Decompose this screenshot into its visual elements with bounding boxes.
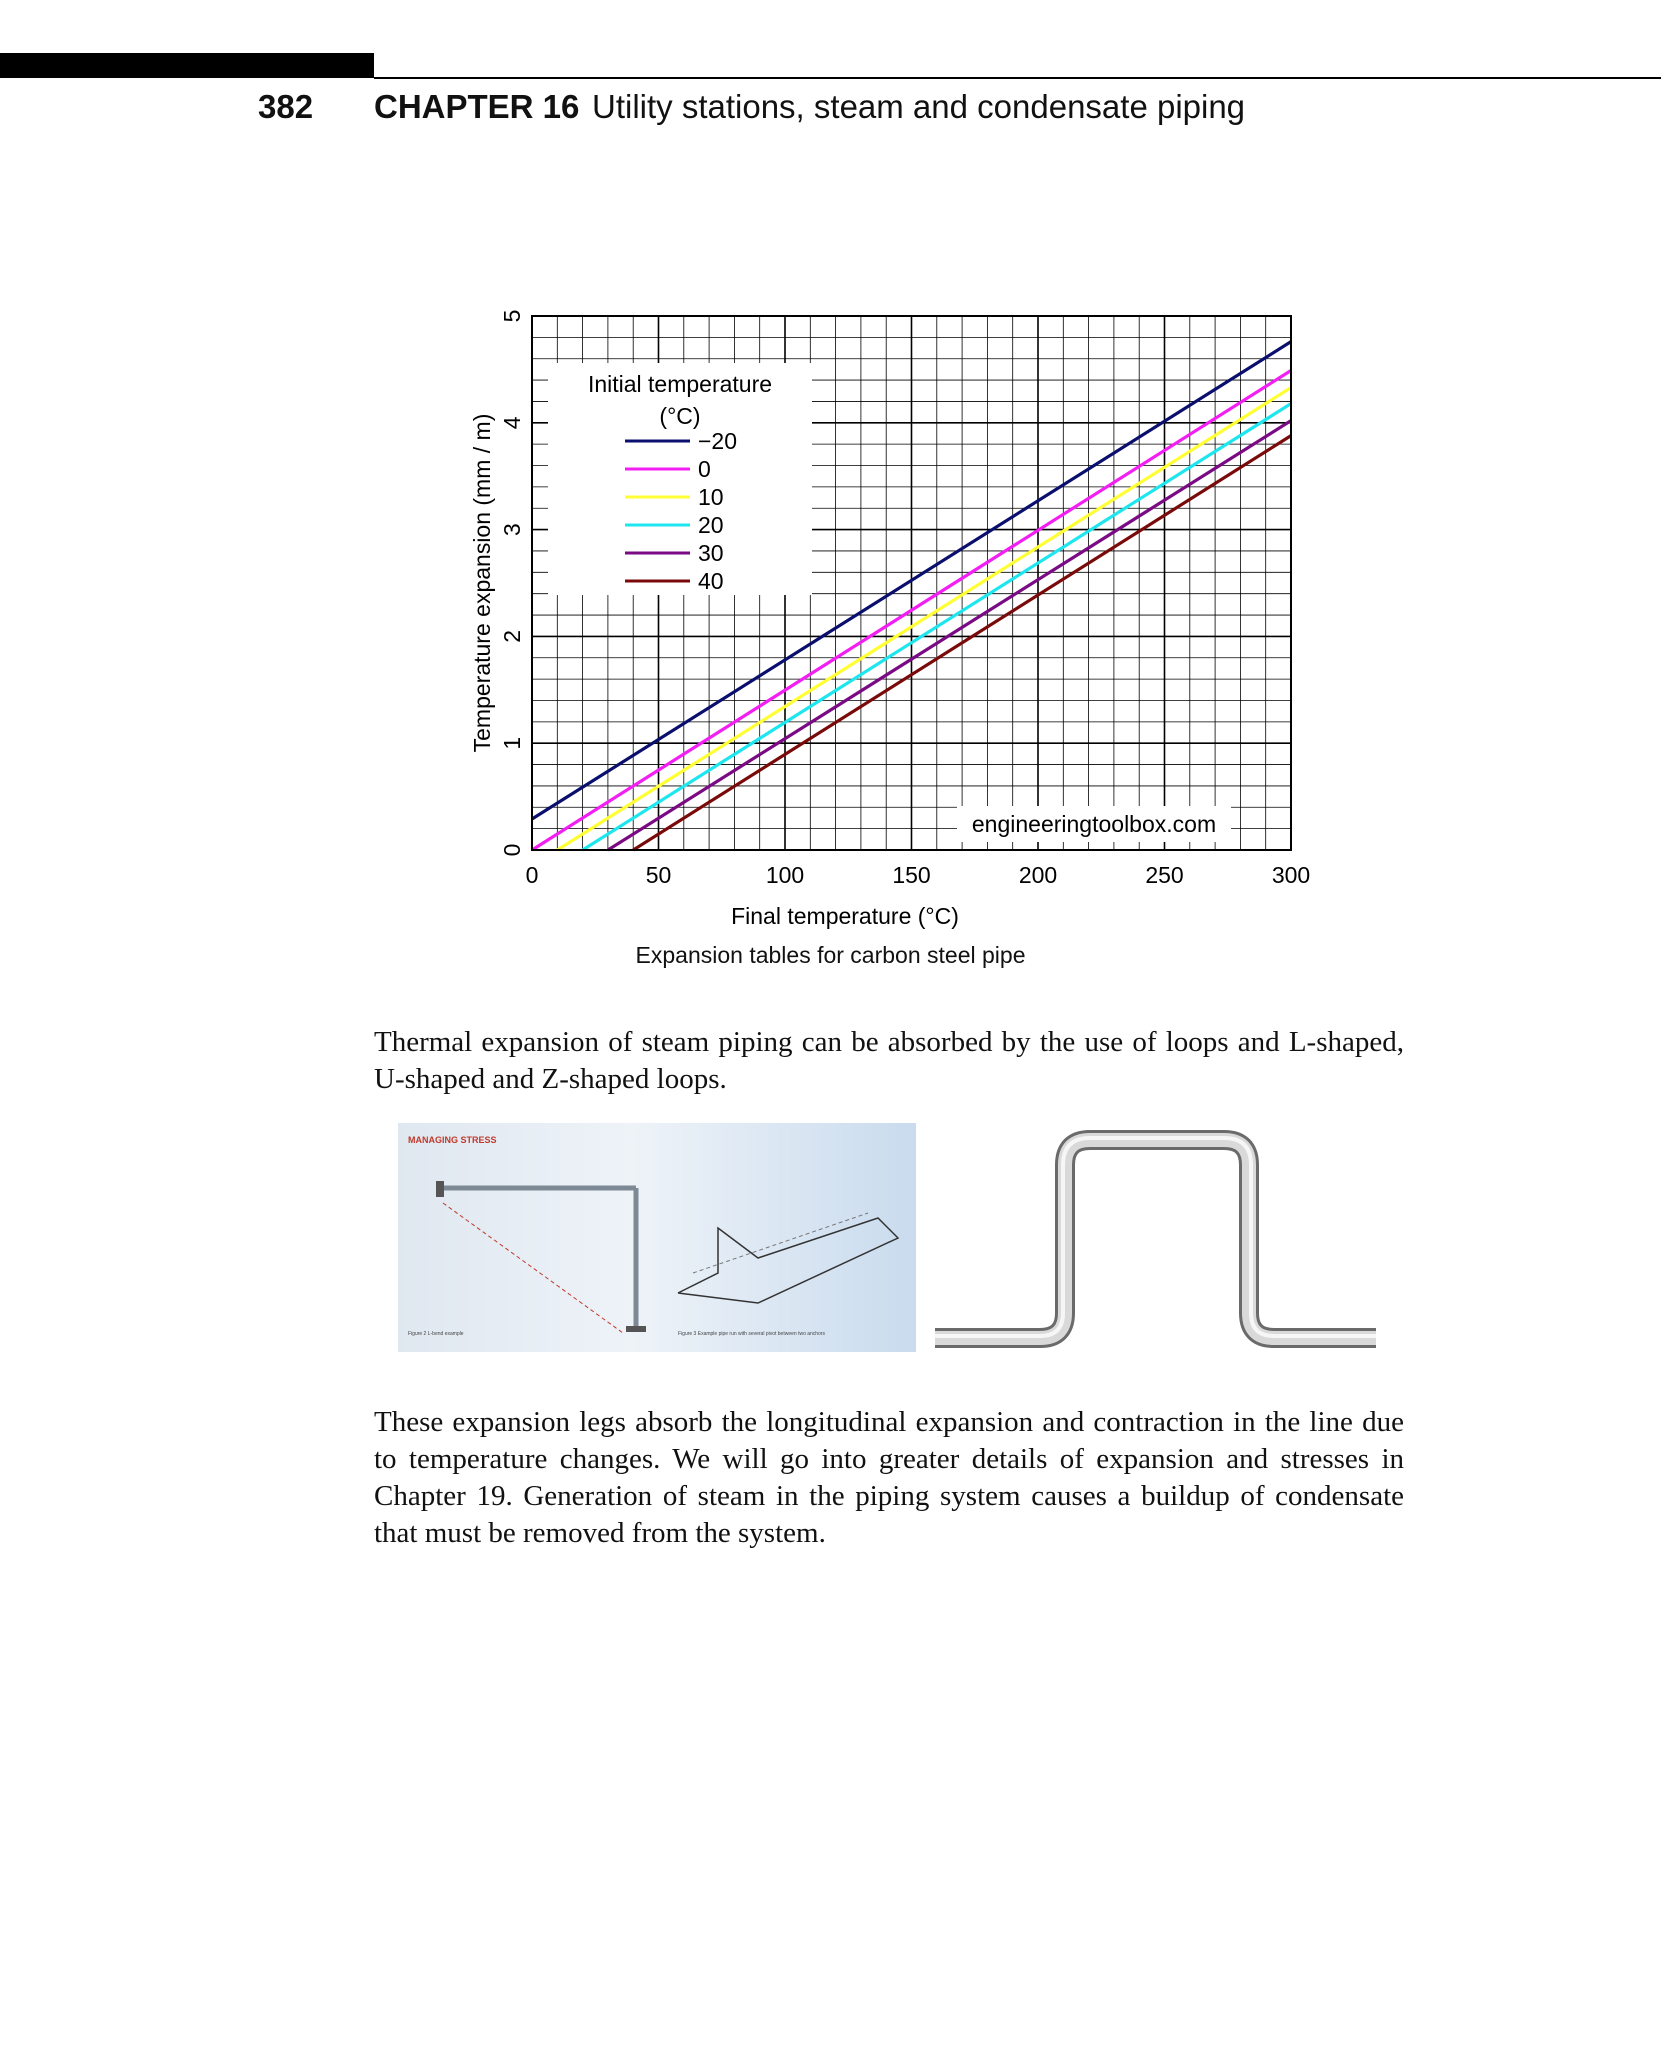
watermark: engineeringtoolbox.com	[971, 811, 1217, 837]
x-tick-label: 100	[765, 862, 805, 888]
loop-pipe-highlight	[935, 1138, 1376, 1336]
loop-pipe-body	[935, 1140, 1376, 1338]
x-tick-label: 300	[1271, 862, 1311, 888]
legend-label: −20	[698, 428, 738, 454]
legend-label: 20	[698, 512, 724, 538]
y-tick-label: 3	[499, 523, 525, 536]
paragraph-1: Thermal expansion of steam piping can be absorbed by the use of loops and L-shaped, U-shaped and Z-shaped loops.	[374, 1026, 1404, 1095]
y-tick-label: 2	[499, 630, 525, 643]
legend-label: 0	[698, 456, 711, 482]
y-axis-label: Temperature expansion (mm / m)	[469, 413, 495, 753]
legend-label: 40	[698, 568, 724, 594]
chapter-label: CHAPTER 16	[374, 88, 580, 125]
figure-caption: Expansion tables for carbon steel pipe	[635, 942, 1026, 968]
pipe-loop-image	[930, 1115, 1380, 1355]
paragraph-2: These expansion legs absorb the longitudinal expansion and contraction in the line due to temperature changes. We will go into greater details of expansion and stresses in Chapter 19. Generation of steam in the piping system causes a buildup of condensate that must be removed from the system.	[374, 1406, 1404, 1549]
photo-banner: MANAGING STRESS	[408, 1135, 497, 1145]
anchor-icon	[436, 1181, 444, 1197]
diagonal-dimension	[443, 1203, 623, 1333]
page-number: 382	[258, 88, 314, 125]
fig2-caption: Figure 2 L-bend example	[408, 1331, 464, 1337]
x-tick-label: 50	[645, 862, 672, 888]
anchor-icon	[626, 1326, 646, 1332]
chapter-title: Utility stations, steam and condensate piping	[592, 88, 1246, 125]
x-axis-label: Final temperature (°C)	[731, 903, 959, 929]
legend-box	[548, 363, 812, 595]
fig3-caption: Figure 3 Example pipe run with several pivot between two anchors	[678, 1331, 826, 1337]
x-tick-label: 250	[1145, 862, 1184, 888]
loop-pipe-outline	[935, 1140, 1376, 1338]
stress-diagram-image	[398, 1123, 916, 1352]
legend-label: 30	[698, 540, 724, 566]
x-tick-label: 200	[1018, 862, 1058, 888]
x-tick-label: 150	[892, 862, 931, 888]
legend-title-line2: (°C)	[659, 403, 701, 429]
y-tick-label: 5	[499, 309, 525, 323]
legend-title-line1: Initial temperature	[587, 371, 773, 397]
pipe-run-sketch	[678, 1218, 898, 1303]
y-tick-label: 0	[499, 843, 525, 857]
y-tick-label: 4	[499, 416, 525, 430]
y-tick-label: 1	[499, 736, 525, 750]
chart-legend	[548, 363, 812, 595]
expansion-chart	[0, 0, 1661, 930]
x-tick-label: 0	[525, 862, 539, 888]
legend-label: 10	[698, 484, 724, 510]
